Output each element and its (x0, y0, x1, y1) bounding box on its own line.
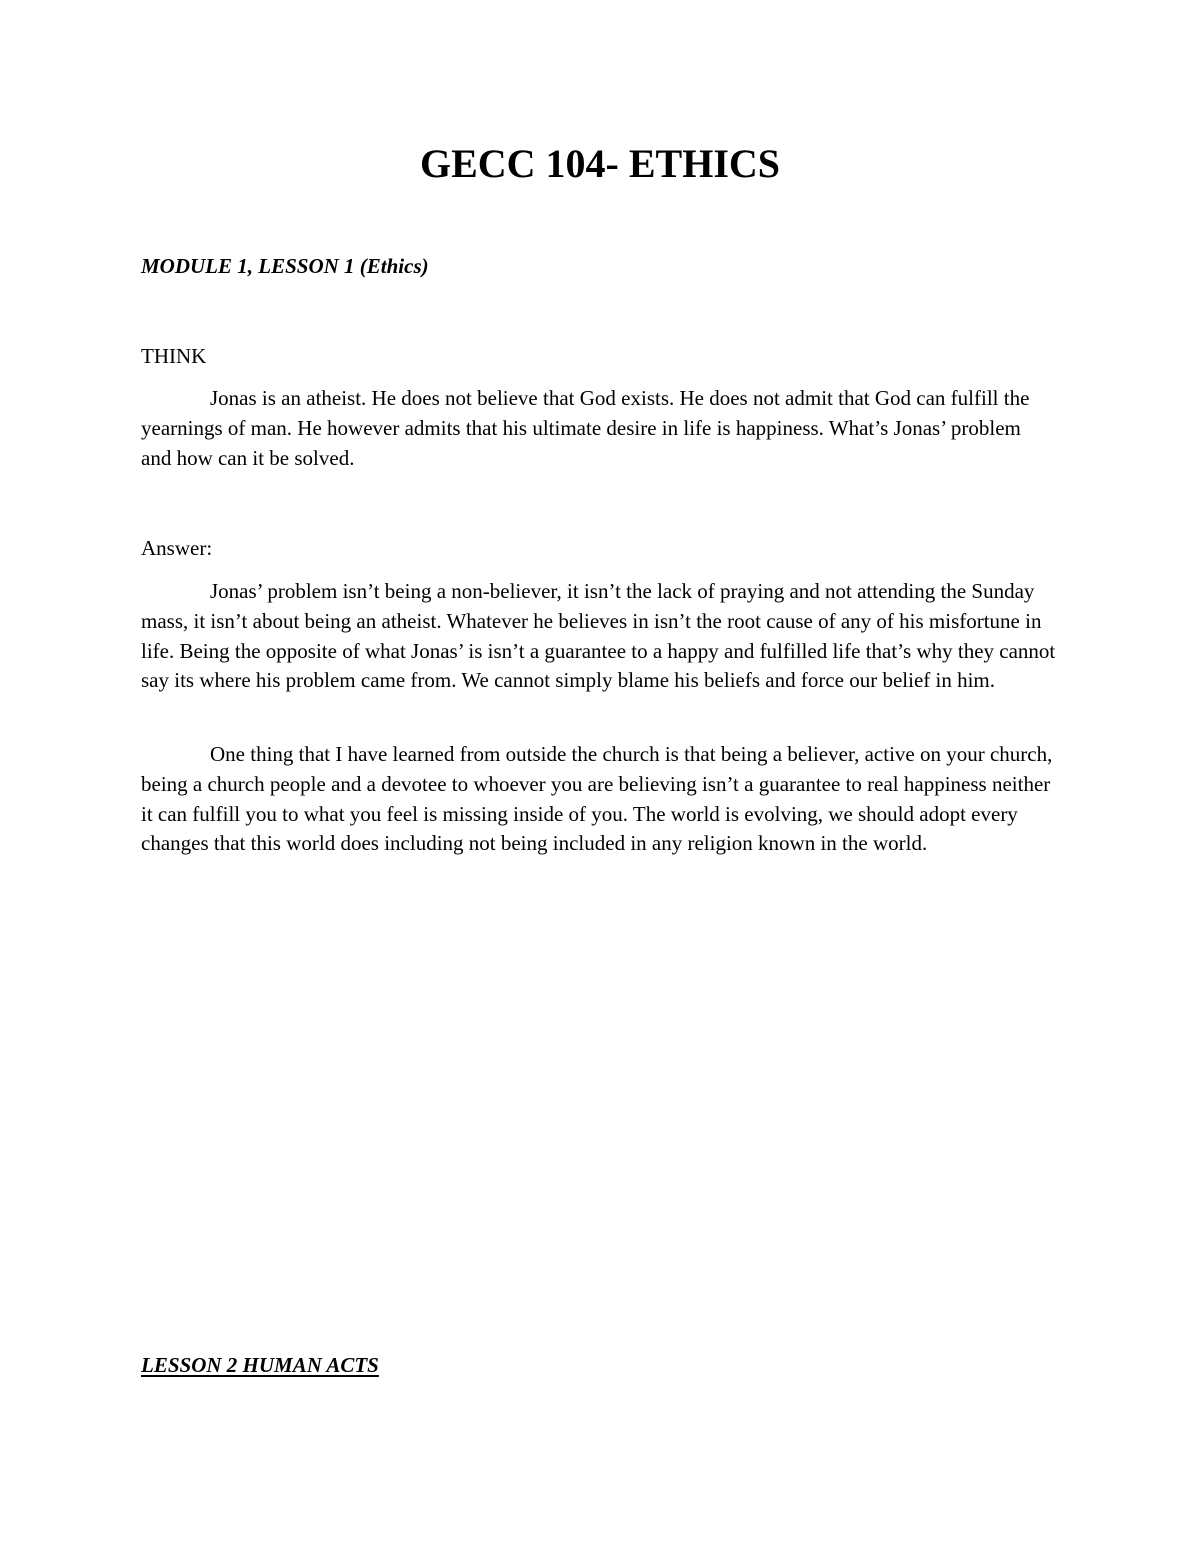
answer-paragraph: One thing that I have learned from outside the church is that being a believer, active on your church, being a church people and a devotee to whoever you are believing isn’t a guarantee to real happiness neither it can fulfill you to what you feel is missing inside of you. The world is evolving, we should adopt every changes that this world does including not being included in any religion known in the world. (141, 742, 1053, 856)
answer-paragraph: Jonas’ problem isn’t being a non-believer, it isn’t the lack of praying and not attending the Sunday mass, it isn’t about being an atheist. Whatever he believes in isn’t the root cause of any of his misfortune in life. Being the opposite of what Jonas’ is isn’t a guarantee to a happy and fulfilled life that’s why they cannot say its where his problem came from. We cannot simply blame his beliefs and force our belief in him. (141, 579, 1056, 693)
think-label: THINK (141, 344, 207, 368)
answer-label: Answer: (141, 536, 213, 560)
document-title: GECC 104- ETHICS (419, 141, 781, 186)
lesson-2-heading: LESSON 2 HUMAN ACTS (141, 1353, 379, 1377)
question-paragraph: Jonas is an atheist. He does not believe that God exists. He does not admit that God can fulfill the yearnings of man. He however admits that his ultimate desire in life is happiness. What’s Jonas’ problem and how can it be solved. (141, 386, 1030, 470)
module-heading: MODULE 1, LESSON 1 (Ethics) (141, 254, 429, 278)
